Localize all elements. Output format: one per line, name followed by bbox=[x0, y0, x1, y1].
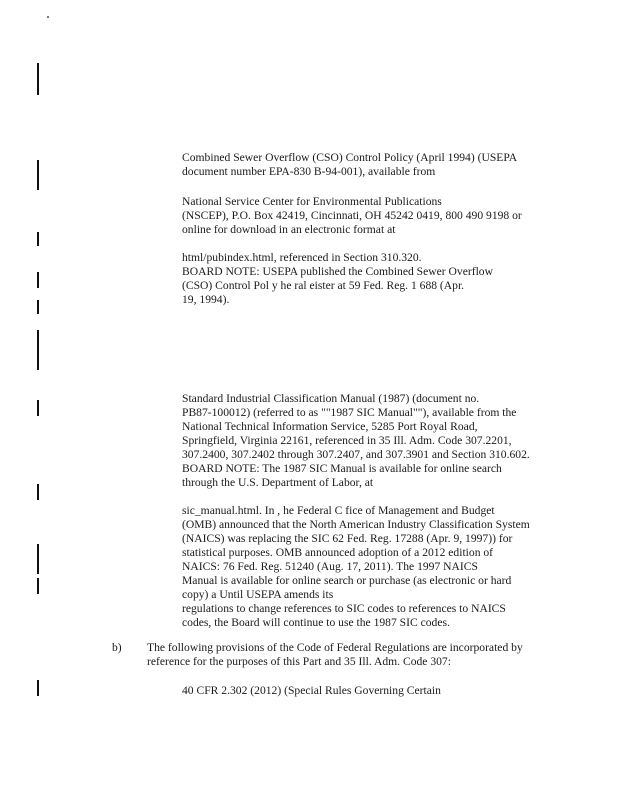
text-line: (NAICS) was replacing the SIC 62 Fed. Reg. 17288 (Apr. 9, 1997)) for bbox=[182, 532, 513, 545]
text-line: statistical purposes. OMB announced adoption of a 2012 edition of bbox=[182, 546, 494, 559]
revision-bar bbox=[37, 272, 39, 288]
board-note-line: BOARD NOTE: The 1987 SIC Manual is available for online search bbox=[182, 462, 502, 475]
text-line: Combined Sewer Overflow (CSO) Control Policy (April 1994) (USEPA bbox=[182, 151, 518, 164]
text-line: The following provisions of the Code of Federal Regulations are incorporated by bbox=[147, 641, 523, 654]
text-line: Standard Industrial Classification Manual (1987) (document no. bbox=[182, 392, 480, 405]
text-line: (NSCEP), P.O. Box 42419, Cincinnati, OH 45242 0419, 800 490 9198 or bbox=[182, 209, 522, 222]
revision-bar bbox=[37, 484, 39, 500]
text-line: Manual is available for online search or purchase (as electronic or hard bbox=[182, 574, 512, 587]
text-line: document number EPA-830 B-94-001), available from bbox=[182, 165, 436, 178]
text-line: National Service Center for Environmental Publications bbox=[182, 195, 442, 208]
revision-bar bbox=[37, 544, 39, 574]
revision-bar bbox=[37, 680, 39, 696]
text-line: html/pubindex.html, referenced in Section 310.320. bbox=[182, 251, 422, 264]
revision-bar bbox=[37, 63, 39, 95]
text-line: National Technical Information Service, 5285 Port Royal Road, bbox=[182, 420, 478, 433]
cfr-reference: 40 CFR 2.302 (2012) (Special Rules Governing Certain bbox=[182, 684, 441, 697]
text-line: copy) a Until USEPA amends its bbox=[182, 588, 334, 601]
text-line: sic_manual.html. In , he Federal C fice of Management and Budget bbox=[182, 504, 495, 517]
subsection-marker: b) bbox=[112, 641, 122, 654]
board-note-line: BOARD NOTE: USEPA published the Combined Sewer Overflow bbox=[182, 265, 493, 278]
text-line: codes, the Board will continue to use the 1987 SIC codes. bbox=[182, 616, 450, 629]
text-line: reference for the purposes of this Part and 35 Ill. Adm. Code 307: bbox=[147, 655, 451, 668]
scan-speck bbox=[47, 16, 49, 18]
text-line: (CSO) Control Pol y he ral eister at 59 Fed. Reg. 1 688 (Apr. bbox=[182, 279, 465, 292]
text-line: PB87-100012) (referred to as ""1987 SIC Manual""), available from the bbox=[182, 406, 517, 419]
text-line: through the U.S. Department of Labor, at bbox=[182, 476, 374, 489]
text-line: Springfield, Virginia 22161, referenced in 35 Ill. Adm. Code 307.2201, bbox=[182, 434, 512, 447]
text-line: (OMB) announced that the North American Industry Classification System bbox=[182, 518, 530, 531]
revision-bar bbox=[37, 578, 39, 594]
revision-bar bbox=[37, 300, 39, 314]
text-line: 19, 1994). bbox=[182, 293, 230, 306]
revision-bar bbox=[37, 400, 39, 416]
text-line: regulations to change references to SIC codes to references to NAICS bbox=[182, 602, 506, 615]
revision-bar bbox=[37, 232, 39, 246]
revision-bar bbox=[37, 330, 39, 370]
text-line: 307.2400, 307.2402 through 307.2407, and 307.3901 and Section 310.602. bbox=[182, 448, 530, 461]
text-line: online for download in an electronic format at bbox=[182, 223, 396, 236]
text-line: NAICS: 76 Fed. Reg. 51240 (Aug. 17, 2011). The 1997 NAICS bbox=[182, 560, 478, 573]
revision-bar bbox=[37, 160, 39, 190]
